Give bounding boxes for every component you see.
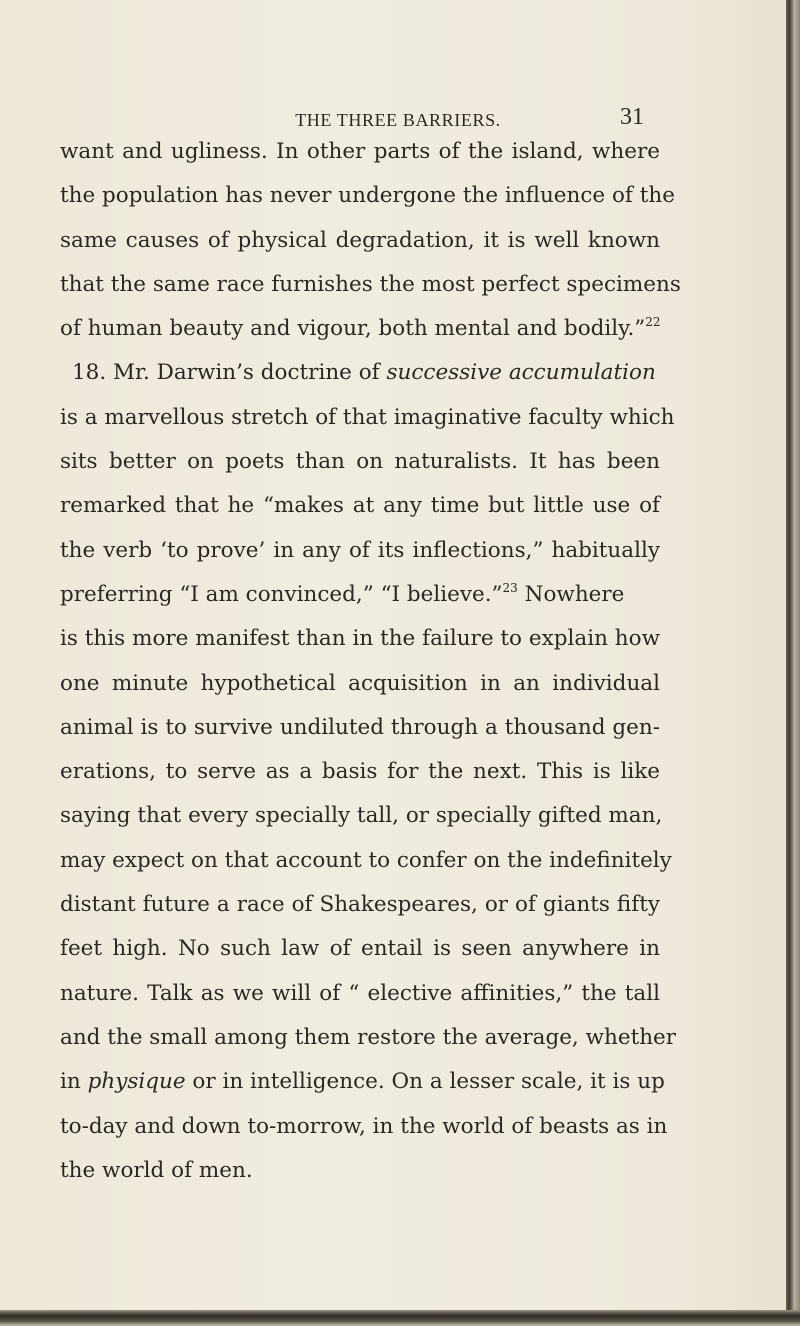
line-text: preferring “I am convinced,” “I believe.” (60, 581, 503, 607)
text-line: may expect on that account to confer on the indefinitely (60, 847, 672, 873)
text-line: the world of men. (60, 1157, 253, 1183)
text-line (60, 307, 660, 351)
text-line (60, 573, 660, 617)
line-text: of human beauty and vigour, both mental and bodily.” (60, 316, 646, 342)
text-line: and the small among them restore the average, whether (60, 1024, 677, 1050)
text-line: feet high. No such law of entail is seen anywhere in (60, 936, 660, 962)
line-text: in (60, 1069, 81, 1095)
text-line: to-day and down to-morrow, in the world of beasts as in (60, 1113, 668, 1139)
footnote-ref: 22 (645, 315, 661, 330)
running-head: THE THREE BARRIERS. (295, 110, 501, 130)
line-text: 18. Mr. Darwin’s doctrine of (72, 360, 380, 386)
page-edge-shadow (786, 0, 800, 1326)
text-line: want and ugliness. In other parts of the island, where (60, 139, 660, 164)
text-line: the population has never undergone the influence of the (60, 183, 675, 209)
text-line: distant future a race of Shakespeares, or of giants fifty (60, 892, 660, 918)
text-line: one minute hypothetical acquisition in an individual (60, 670, 660, 696)
text-line: that the same race furnishes the most perfect specimens (60, 271, 681, 297)
text-line: sits better on poets than on naturalists. It has been (60, 449, 660, 475)
text-line: is a marvellous stretch of that imaginative faculty which (60, 404, 675, 430)
line-text: Nowhere (517, 581, 625, 607)
text-line: animal is to survive undiluted through a thousand gen- (60, 714, 660, 740)
text-line: nature. Talk as we will of “ elective affinities,” the tall (60, 980, 660, 1006)
italic-phrase: successive accumulation (386, 360, 656, 386)
text-line: the verb ‘to prove’ in any of its inflections,” habitually (60, 537, 660, 563)
text-line: remarked that he “makes at any time but little use of (60, 493, 660, 519)
text-line: saying that every specially tall, or specially gifted man, (60, 803, 663, 829)
body-text (60, 130, 681, 1193)
footnote-ref: 23 (502, 580, 518, 595)
page-bottom-edge (0, 1310, 800, 1326)
italic-word: physique (87, 1069, 186, 1095)
line-text: or in intelligence. On a lesser scale, it is up (185, 1069, 665, 1095)
text-line (60, 351, 660, 395)
text-line (60, 1060, 665, 1104)
text-line: erations, to serve as a basis for the next. This is like (60, 759, 660, 785)
text-line: is this more manifest than in the failure to explain how (60, 626, 660, 652)
page-number: 31 (620, 104, 644, 130)
text-line: same causes of physical degradation, it is well known (60, 227, 660, 253)
